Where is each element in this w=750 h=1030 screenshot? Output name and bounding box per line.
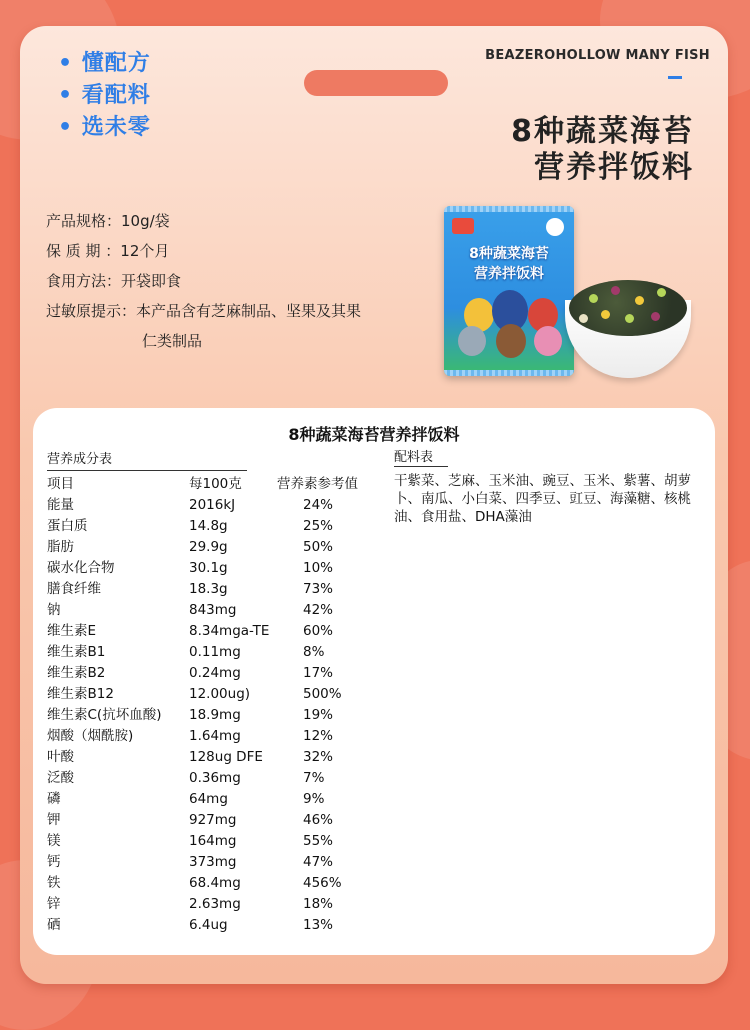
brand-name: BEAZEROHOLLOW MANY FISH — [485, 48, 710, 63]
nutrient-name: 磷 — [47, 791, 61, 807]
seasoning-bowl-image — [565, 278, 691, 386]
product-title-line2: 营养拌饭料 — [534, 150, 694, 185]
nutrient-name: 泛酸 — [47, 770, 74, 786]
package-title-line2: 营养拌饭料 — [474, 266, 544, 282]
purple-sweet-potato — [651, 312, 660, 321]
sesame — [579, 314, 588, 323]
nutrient-name: 钙 — [47, 854, 61, 870]
nutrient-nrv: 12% — [303, 728, 334, 744]
column-header: 项目 — [47, 476, 74, 492]
nutrient-amount: 164mg — [189, 833, 237, 849]
nutrient-nrv: 13% — [303, 917, 334, 933]
nutrient-amount: 30.1g — [189, 560, 228, 576]
package-title-line1: 8种蔬菜海苔 — [469, 246, 549, 262]
package-title — [444, 244, 574, 284]
nutrient-nrv: 10% — [303, 560, 334, 576]
nutrient-nrv: 24% — [303, 497, 334, 513]
nutrient-amount: 8.34mga-TE — [189, 623, 270, 639]
nutrient-name: 钠 — [47, 602, 61, 618]
package-crimp — [444, 370, 574, 376]
nutrient-nrv: 456% — [303, 875, 342, 891]
pea — [625, 314, 634, 323]
nutrient-amount: 14.8g — [189, 518, 228, 534]
product-title — [511, 114, 694, 186]
spec-size: 产品规格：10g/袋 — [46, 212, 170, 230]
nutrient-amount: 1.64mg — [189, 728, 241, 744]
nutrient-amount: 18.3g — [189, 581, 228, 597]
nutrient-nrv: 18% — [303, 896, 334, 912]
nutrient-nrv: 60% — [303, 623, 334, 639]
cartoon-character — [534, 326, 562, 356]
nutrient-name: 膳食纤维 — [47, 581, 101, 597]
cartoon-character — [496, 324, 526, 358]
nutrient-name: 能量 — [47, 497, 74, 513]
nutrient-nrv: 500% — [303, 686, 342, 702]
nutrient-nrv: 17% — [303, 665, 334, 681]
nutrient-nrv: 7% — [303, 770, 325, 786]
product-package-image — [444, 206, 574, 376]
package-badge — [546, 218, 564, 236]
nutrient-name: 维生素B12 — [47, 686, 114, 702]
nutrition-card-title: 8种蔬菜海苔营养拌饭料 — [288, 425, 460, 444]
nutrient-nrv: 19% — [303, 707, 334, 723]
spec-shelf-life: 保 质 期 ：12个月 — [46, 242, 170, 260]
nutrient-amount: 18.9mg — [189, 707, 241, 723]
nutrient-name: 维生素B2 — [47, 665, 106, 681]
ingredients-list: 干紫菜、芝麻、玉米油、豌豆、玉米、紫薯、胡萝卜、南瓜、小白菜、四季豆、豇豆、海藻糖、核桃油、食用盐、DHA藻油 — [394, 473, 691, 525]
nutrient-amount: 2016kJ — [189, 497, 236, 513]
brand-accent-line — [668, 76, 682, 79]
nutrient-nrv: 32% — [303, 749, 334, 765]
seasoning — [569, 280, 687, 336]
pea — [589, 294, 598, 303]
nutrient-name: 维生素B1 — [47, 644, 106, 660]
nutrient-amount: 68.4mg — [189, 875, 241, 891]
nutrient-nrv: 8% — [303, 644, 325, 660]
feature-list — [58, 48, 151, 144]
package-logo — [452, 218, 474, 234]
corn — [635, 296, 644, 305]
nutrient-amount: 0.11mg — [189, 644, 241, 660]
nutrient-amount: 927mg — [189, 812, 237, 828]
nutrient-name: 碳水化合物 — [47, 560, 115, 576]
cartoon-character — [458, 326, 486, 356]
nutrient-amount: 2.63mg — [189, 896, 241, 912]
nutrition-table-heading: 营养成分表 — [47, 452, 113, 467]
nutrient-name: 镁 — [47, 833, 61, 849]
nutrient-amount: 373mg — [189, 854, 237, 870]
feature-item: • 懂配方 — [58, 51, 151, 76]
nutrient-nrv: 73% — [303, 581, 334, 597]
nutrient-name: 脂肪 — [47, 539, 74, 555]
spec-usage: 食用方法：开袋即食 — [46, 272, 182, 290]
column-header: 营养素参考值 — [277, 476, 358, 492]
hang-tab — [304, 70, 448, 96]
feature-item: • 看配料 — [58, 83, 151, 108]
product-specs — [46, 206, 361, 356]
package-crimp — [444, 206, 574, 212]
nutrient-name: 铁 — [47, 875, 61, 891]
corn — [601, 310, 610, 319]
ingredients-heading: 配料表 — [394, 450, 434, 465]
nutrition-card — [33, 408, 715, 955]
nutrient-name: 硒 — [47, 917, 61, 933]
spec-allergen-cont: 仁类制品 — [142, 332, 203, 350]
nutrient-name: 维生素C(抗坏血酸) — [47, 707, 162, 723]
nutrient-name: 维生素E — [47, 623, 97, 639]
nutrient-amount: 6.4ug — [189, 917, 228, 933]
nutrient-nrv: 50% — [303, 539, 334, 555]
column-header: 每100克 — [189, 476, 242, 492]
nutrient-amount: 0.36mg — [189, 770, 241, 786]
spec-allergen: 过敏原提示：本产品含有芝麻制品、坚果及其果 — [46, 302, 362, 320]
nutrient-amount: 29.9g — [189, 539, 228, 555]
feature-item: • 选未零 — [58, 115, 151, 140]
nutrient-amount: 128ug DFE — [189, 749, 263, 765]
nutrient-amount: 12.00ug) — [189, 686, 251, 702]
nutrient-nrv: 42% — [303, 602, 334, 618]
nutrient-name: 叶酸 — [47, 749, 74, 765]
nutrient-nrv: 46% — [303, 812, 334, 828]
nutrient-nrv: 55% — [303, 833, 334, 849]
nutrient-nrv: 25% — [303, 518, 334, 534]
divider — [47, 470, 247, 471]
nutrient-amount: 64mg — [189, 791, 228, 807]
nutrient-nrv: 47% — [303, 854, 334, 870]
nutrient-amount: 843mg — [189, 602, 237, 618]
divider — [394, 466, 448, 467]
nutrient-name: 烟酸（烟酰胺) — [47, 728, 134, 744]
product-title-line1: 8种蔬菜海苔 — [511, 114, 694, 149]
purple-sweet-potato — [611, 286, 620, 295]
nutrient-name: 蛋白质 — [47, 518, 88, 534]
nutrient-nrv: 9% — [303, 791, 325, 807]
pea — [657, 288, 666, 297]
nutrient-name: 锌 — [47, 896, 61, 912]
nutrient-amount: 0.24mg — [189, 665, 241, 681]
nutrient-name: 钾 — [47, 812, 61, 828]
